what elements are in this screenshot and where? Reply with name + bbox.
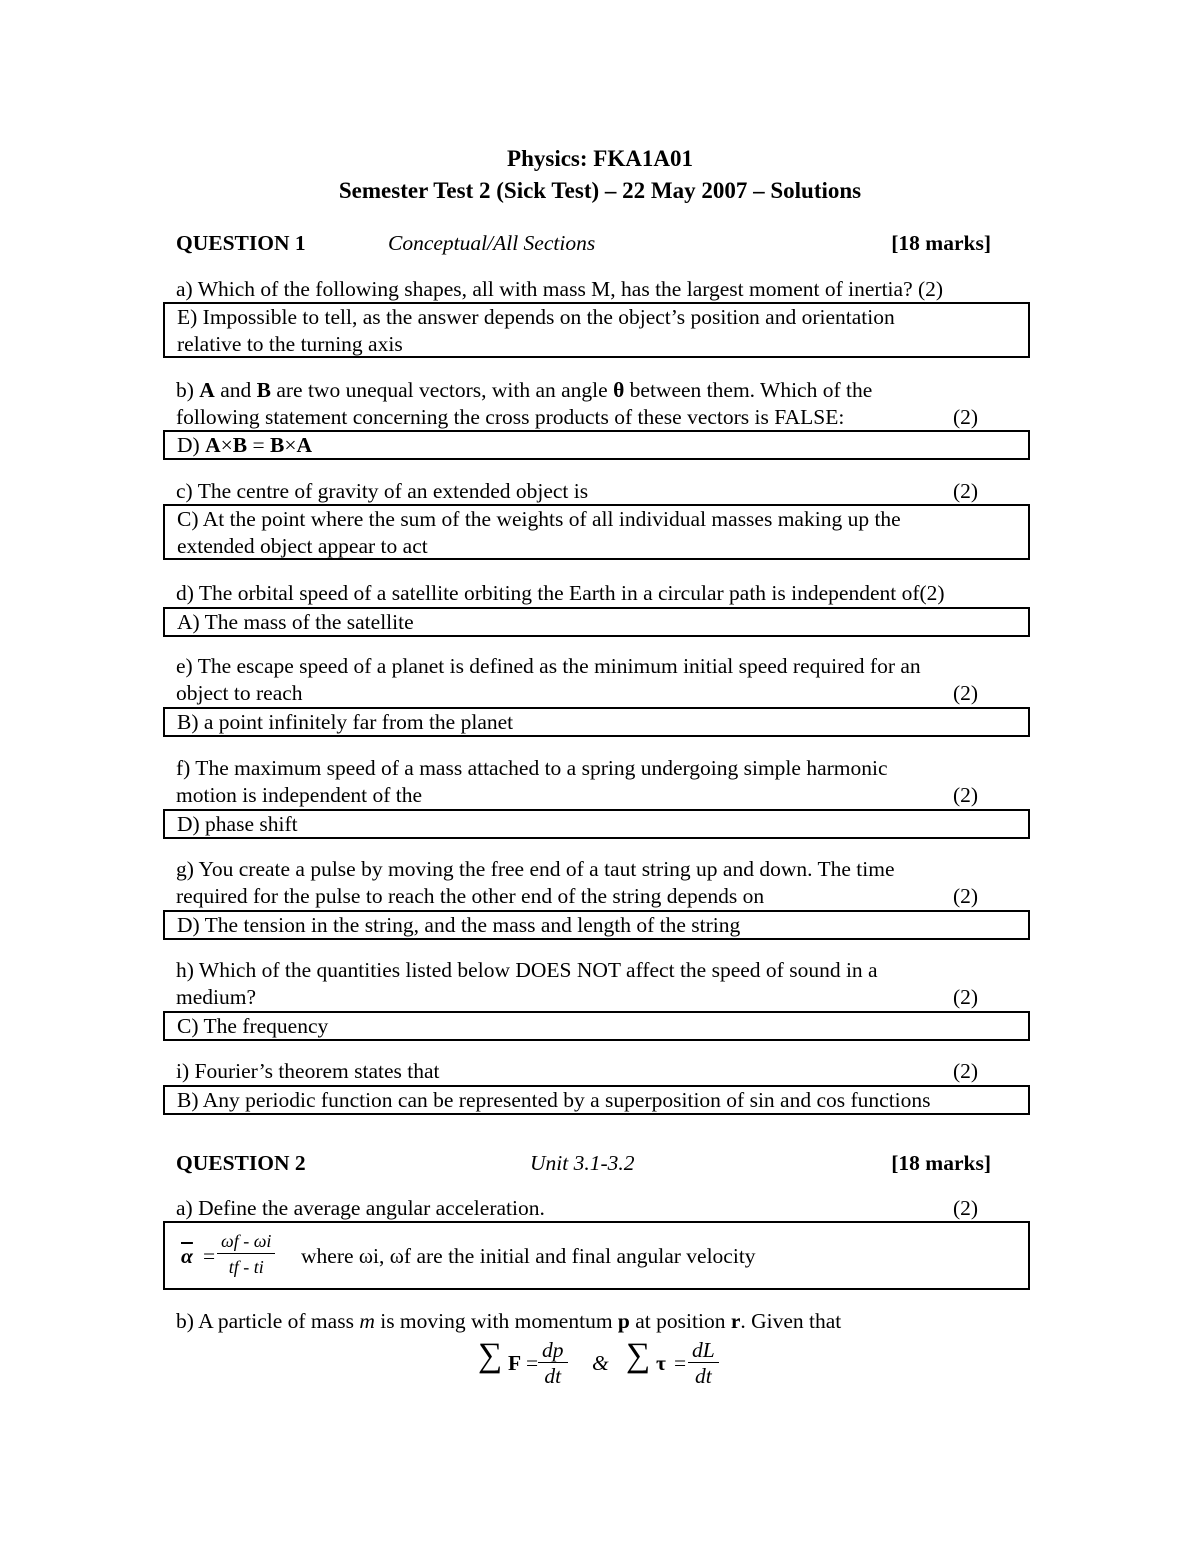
answer-2a-box [163, 1221, 1030, 1290]
question-1h-line2 [176, 984, 996, 1011]
dL-dt-fraction [688, 1338, 719, 1389]
answer-1c-box [163, 504, 1030, 560]
question-1e-marks: (2) [953, 681, 979, 705]
answer-1e-box [163, 707, 1030, 737]
question-2-header [176, 1150, 991, 1178]
question-2a-line [176, 1195, 996, 1222]
fraction-denominator: tf - ti [228, 1257, 264, 1277]
question-1g-marks: (2) [953, 884, 979, 908]
question-2-marks: [18 marks] [891, 1151, 991, 1175]
equation-2b [478, 1338, 738, 1394]
question-2a-text: a) Define the average angular acceleration. [176, 1196, 545, 1220]
answer-1b-text: D) A×B = B×A [177, 433, 312, 457]
answer-1a-box [163, 302, 1030, 358]
question-1i-marks: (2) [953, 1059, 979, 1083]
question-1i-text: i) Fourier’s theorem states that [176, 1059, 440, 1083]
question-2b [176, 1308, 996, 1335]
answer-1b-box [163, 430, 1030, 460]
question-1d [176, 580, 996, 607]
question-1b-marks: (2) [953, 405, 979, 429]
answer-1c-line2: extended object appear to act [177, 534, 428, 558]
document-title: Physics: FKA1A01 [507, 146, 693, 171]
question-1c-text: c) The centre of gravity of an extended object is [176, 479, 589, 503]
question-1i [176, 1058, 996, 1085]
question-1f-line1: f) The maximum speed of a mass attached to a spring undergoing simple harmonic [176, 756, 888, 780]
answer-1f-box [163, 809, 1030, 839]
answer-1f-text: D) phase shift [177, 812, 298, 836]
answer-1d-text: A) The mass of the satellite [177, 610, 414, 634]
question-1h-line2-text: medium? [176, 985, 257, 1009]
question-1h-line1: h) Which of the quantities listed below DOES NOT affect the speed of sound in a [176, 958, 878, 982]
alpha-fraction [217, 1229, 275, 1280]
document-subtitle: Semester Test 2 (Sick Test) – 22 May 2007 – Solutions [338, 178, 862, 203]
question-2-title: QUESTION 2 [176, 1151, 306, 1175]
question-1h [176, 957, 996, 1011]
question-1b [176, 377, 996, 431]
answer-1h-text: C) The frequency [177, 1014, 329, 1038]
question-1d-text: d) The orbital speed of a satellite orbiting the Earth in a circular path is independent of(2) [176, 581, 945, 605]
question-1f-marks: (2) [953, 783, 979, 807]
question-1g-line1: g) You create a pulse by moving the free end of a taut string up and down. The time [176, 857, 895, 881]
equals-sign: = [203, 1244, 216, 1268]
answer-1i-box [163, 1085, 1030, 1115]
question-1-header [176, 230, 991, 258]
question-1f [176, 755, 996, 809]
answer-2a-formula [177, 1229, 1028, 1285]
answer-1e-text: B) a point infinitely far from the planet [177, 710, 514, 734]
equals-sign-force: = [526, 1351, 539, 1375]
question-2b-text: b) A particle of mass m is moving with momentum p at position r. Given that [176, 1309, 842, 1333]
answer-1g-text: D) The tension in the string, and the mass and length of the string [177, 913, 741, 937]
dp-dt-fraction [538, 1338, 568, 1389]
torque-symbol: τ [656, 1351, 666, 1375]
question-1-title: QUESTION 1 [176, 231, 306, 255]
question-2a [176, 1195, 996, 1222]
question-1f-line2 [176, 782, 996, 809]
fraction-numerator: ωf - ωi [217, 1229, 275, 1254]
answer-1d-box [163, 607, 1030, 637]
force-symbol: F [508, 1351, 522, 1375]
answer-1c-line1: C) At the point where the sum of the weights of all individual masses making up the [177, 507, 901, 531]
question-1e-line1: e) The escape speed of a planet is defined as the minimum initial speed required for an [176, 654, 921, 678]
question-1h-marks: (2) [953, 985, 979, 1009]
dp-numerator: dp [538, 1338, 568, 1363]
question-1b-line2-text: following statement concerning the cross products of these vectors is FALSE: [176, 405, 845, 429]
answer-2a-where: where ωi, ωf are the initial and final angular velocity [301, 1244, 756, 1268]
sigma-symbol-force: ∑ [478, 1337, 503, 1374]
question-1-section: Conceptual/All Sections [388, 231, 596, 255]
answer-1a-line1: E) Impossible to tell, as the answer depends on the object’s position and orientation [177, 305, 895, 329]
dt-denominator-2: dt [694, 1364, 712, 1388]
alpha-bar-symbol: $\overline{\alpha}$ [181, 1244, 193, 1268]
question-1e-line2 [176, 680, 996, 707]
equals-sign-torque: = [674, 1351, 687, 1375]
answer-1g-box [163, 910, 1030, 940]
dt-denominator: dt [544, 1364, 562, 1388]
answer-1h-box [163, 1011, 1030, 1041]
question-1g-line2-text: required for the pulse to reach the other end of the string depends on [176, 884, 765, 908]
question-1a-text: a) Which of the following shapes, all with mass M, has the largest moment of inertia? (2) [176, 277, 944, 301]
question-1g [176, 856, 996, 910]
answer-1a-line2: relative to the turning axis [177, 332, 403, 356]
answer-1i-text: B) Any periodic function can be represented by a superposition of sin and cos functions [177, 1088, 931, 1112]
question-1c-line [176, 478, 996, 505]
question-1g-line2 [176, 883, 996, 910]
question-1e-line2-text: object to reach [176, 681, 303, 705]
question-1f-line2-text: motion is independent of the [176, 783, 423, 807]
question-1c-marks: (2) [953, 479, 979, 503]
question-1b-line1: b) A and B are two unequal vectors, with an angle θ between them. Which of the [176, 378, 873, 402]
question-1-marks: [18 marks] [891, 231, 991, 255]
question-1a [176, 276, 996, 303]
question-2-section: Unit 3.1-3.2 [530, 1151, 635, 1175]
dL-numerator: dL [688, 1338, 719, 1363]
question-1c [176, 478, 996, 505]
question-1b-line2 [176, 404, 996, 431]
ampersand: & [592, 1351, 609, 1375]
question-1e [176, 653, 996, 707]
question-2a-marks: (2) [953, 1196, 979, 1220]
question-1i-line [176, 1058, 996, 1085]
sigma-symbol-torque: ∑ [626, 1337, 651, 1374]
